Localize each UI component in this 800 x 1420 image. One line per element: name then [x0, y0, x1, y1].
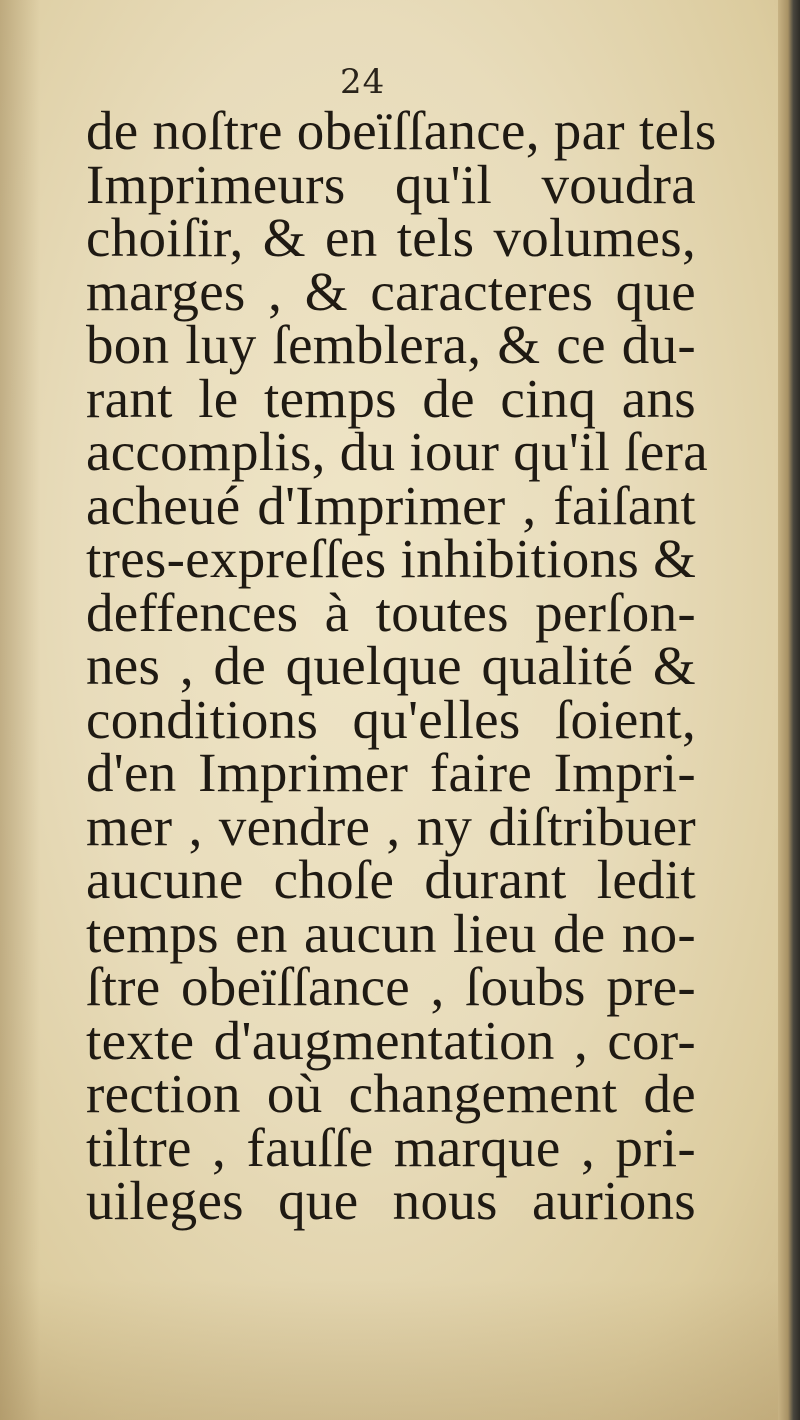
text-line: marges , & caracteres que [86, 260, 696, 322]
text-line: tiltre , fauſſe marque , pri- [86, 1116, 696, 1178]
body-text [86, 100, 717, 1231]
text-line: deffences à toutes perſon- [86, 581, 696, 643]
text-line: nes , de quelque qualité & [86, 635, 696, 696]
text-line: d'en Imprimer faire Impri- [86, 742, 696, 803]
text-line: bon luy ſemblera, & ce du- [86, 314, 696, 375]
page-bottom-shadow [0, 1280, 784, 1420]
text-line: conditions qu'elles ſoient, [86, 688, 696, 750]
book-edge [778, 0, 800, 1420]
text-line: aucune choſe durant ledit [86, 849, 696, 910]
text-line: ſtre obeïſſance , ſoubs pre- [86, 956, 696, 1017]
page-number: 24 [340, 62, 386, 102]
text-line: texte d'augmentation , cor- [86, 1009, 696, 1071]
text-line: tres-expreſſes inhibitions & [86, 528, 697, 589]
text-line: temps en aucun lieu de no- [86, 902, 696, 964]
text-line: rection où changement de [86, 1063, 696, 1124]
text-line: acheué d'Imprimer , faiſant [86, 474, 696, 536]
text-line: uileges que nous aurions [86, 1170, 696, 1231]
text-line: rant le temps de cinq ans [86, 367, 696, 429]
text-line: de noſtre obeïſſance, par tels [86, 100, 717, 161]
page-gutter-shadow [0, 0, 40, 1420]
text-line: accomplis, du iour qu'il ſera [86, 421, 708, 482]
text-line: mer , vendre , ny diſtribuer [86, 795, 696, 857]
text-line: Imprimeurs qu'il voudra [86, 153, 696, 215]
text-line: choiſir, & en tels volumes, [86, 207, 696, 268]
